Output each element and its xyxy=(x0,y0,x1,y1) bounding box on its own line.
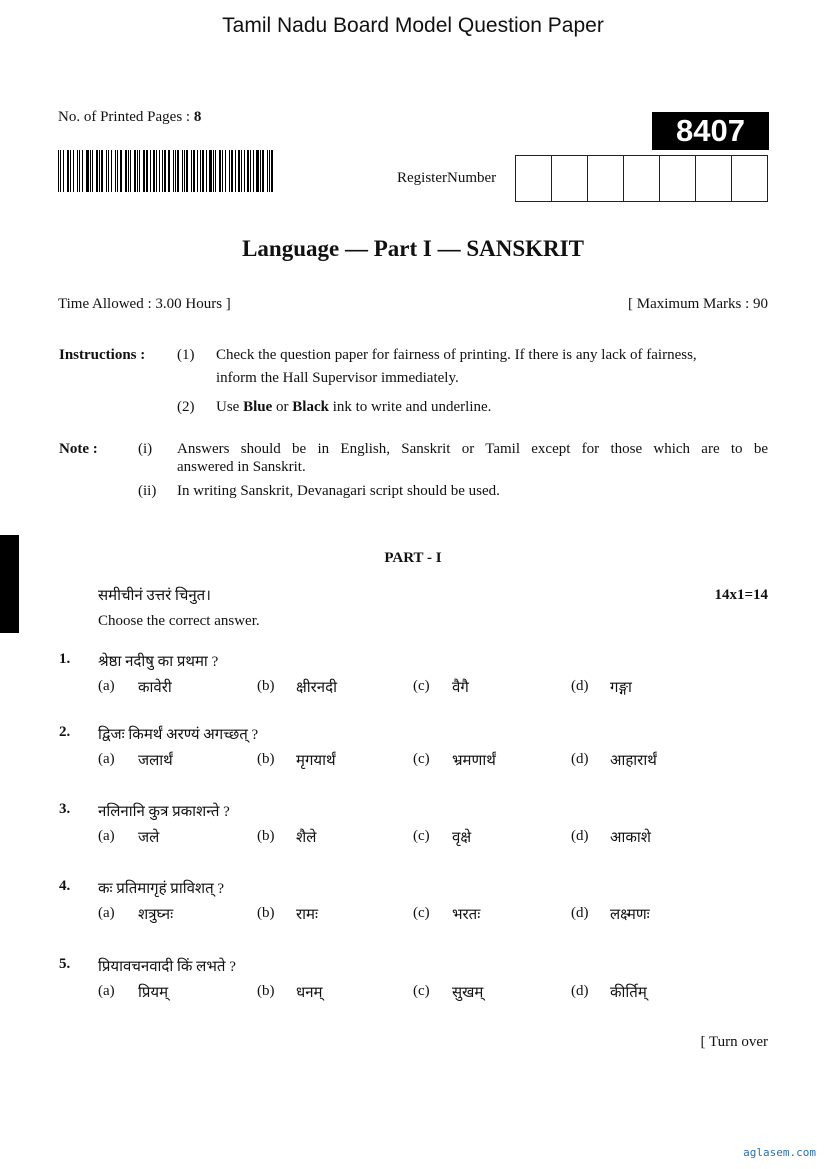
note-label: Note : xyxy=(59,441,98,457)
option-label: (a) xyxy=(98,678,115,694)
option-label: (c) xyxy=(413,678,430,694)
paper-code: 8407 xyxy=(652,112,769,150)
note-number: (i) xyxy=(138,441,153,457)
option-text: भरतः xyxy=(452,907,481,923)
time-allowed: Time Allowed : 3.00 Hours ] xyxy=(58,296,231,312)
barcode-bar xyxy=(137,150,138,192)
note-text: Answers should be in English, Sanskrit or Tamil except for those which are to be xyxy=(177,441,768,457)
barcode-bar xyxy=(70,150,71,192)
barcode-bar xyxy=(186,150,188,192)
question-text: नलिनानि कुत्र प्रकाशन्ते ? xyxy=(98,804,230,820)
option-text: रामः xyxy=(296,907,319,923)
question-text: द्विजः किमर्थं अरण्यं अगच्छत् ? xyxy=(98,727,259,743)
note-text: In writing Sanskrit, Devanagari script should be used. xyxy=(177,483,500,499)
note-text: answered in Sanskrit. xyxy=(177,459,306,475)
register-box[interactable] xyxy=(659,156,695,201)
option-label: (d) xyxy=(571,751,589,767)
barcode-bar xyxy=(82,150,83,192)
text: Use xyxy=(216,399,244,415)
question-text: कः प्रतिमागृहं प्राविशत् ? xyxy=(98,881,225,897)
option-text: कावेरी xyxy=(138,680,172,696)
barcode-bar xyxy=(96,150,97,192)
barcode-bar xyxy=(206,150,207,192)
option-label: (d) xyxy=(571,983,589,999)
barcode-bar xyxy=(86,150,88,192)
barcode-bar xyxy=(111,150,112,192)
barcode-bar xyxy=(153,150,154,192)
register-box[interactable] xyxy=(695,156,731,201)
printed-pages-value: 8 xyxy=(193,109,202,125)
barcode-bar xyxy=(241,150,242,192)
option-label: (a) xyxy=(98,983,115,999)
option-label: (c) xyxy=(413,905,430,921)
option-label: (a) xyxy=(98,751,115,767)
register-box[interactable] xyxy=(623,156,659,201)
barcode-bar xyxy=(162,150,163,192)
barcode-bar xyxy=(235,150,236,192)
question-number: 1. xyxy=(59,651,71,667)
option-label: (b) xyxy=(257,678,275,694)
barcode-bar xyxy=(213,150,214,192)
barcode-bar xyxy=(77,150,78,192)
barcode-bar xyxy=(106,150,107,192)
option-label: (b) xyxy=(257,751,275,767)
option-text: भ्रमणार्थं xyxy=(452,753,496,769)
barcode-bar xyxy=(143,150,144,192)
text: or xyxy=(272,399,293,415)
barcode-bar xyxy=(219,150,220,192)
barcode-bar xyxy=(67,150,69,192)
option-label: (a) xyxy=(98,905,115,921)
barcode-bar xyxy=(271,150,272,192)
section-instruction-sanskrit: समीचीनं उत्तरं चिनुत। xyxy=(98,588,211,604)
option-label: (b) xyxy=(257,983,275,999)
barcode-bar xyxy=(200,150,201,192)
question-text: प्रियावचनवादी किं लभते ? xyxy=(98,959,236,975)
printed-pages xyxy=(58,109,201,126)
barcode-bar xyxy=(146,150,148,192)
barcode-bar xyxy=(256,150,258,192)
register-box[interactable] xyxy=(551,156,587,201)
instruction-text: inform the Hall Supervisor immediately. xyxy=(216,370,459,386)
barcode-bar xyxy=(182,150,183,192)
barcode-bar xyxy=(215,150,216,192)
barcode-bar xyxy=(229,150,230,192)
barcode-bar xyxy=(184,150,185,192)
barcode-bar xyxy=(269,150,270,192)
header-title: Tamil Nadu Board Model Question Paper xyxy=(222,14,604,37)
barcode-bar xyxy=(73,150,74,192)
question-number: 3. xyxy=(59,801,71,817)
option-label: (c) xyxy=(413,983,430,999)
barcode-bar xyxy=(238,150,239,192)
option-text: वृक्षे xyxy=(452,830,472,846)
barcode-bar xyxy=(173,150,174,192)
option-label: (d) xyxy=(571,905,589,921)
barcode-bar xyxy=(90,150,91,192)
text: ink to write and underline. xyxy=(328,399,492,415)
option-text: शैले xyxy=(296,830,317,846)
option-text: गङ्गा xyxy=(610,680,632,696)
option-text: प्रियम् xyxy=(138,985,169,1001)
question-number: 5. xyxy=(59,956,71,972)
barcode-bar xyxy=(159,150,160,192)
barcode-bar xyxy=(115,150,116,192)
section-marks: 14x1=14 xyxy=(714,587,768,603)
barcode-bar xyxy=(128,150,129,192)
paper-heading: Language — Part I — SANSKRIT xyxy=(242,236,584,261)
barcode-bar xyxy=(125,150,126,192)
instruction-number: (1) xyxy=(177,347,195,363)
text-blue: Blue xyxy=(243,399,273,415)
barcode-bar xyxy=(130,150,131,192)
barcode-bar xyxy=(193,150,194,192)
question-number: 4. xyxy=(59,878,71,894)
question-text: श्रेष्ठा नदीषु का प्रथमा ? xyxy=(98,654,219,670)
barcode-bar xyxy=(117,150,118,192)
barcode-bar xyxy=(209,150,211,192)
barcode-bar xyxy=(108,150,109,192)
barcode-bar xyxy=(253,150,254,192)
instruction-text: Check the question paper for fairness of printing. If there is any lack of fairness, xyxy=(216,347,697,363)
option-text: धनम् xyxy=(296,985,323,1001)
barcode-bar xyxy=(260,150,261,192)
option-label: (b) xyxy=(257,828,275,844)
barcode-bar xyxy=(156,150,157,192)
option-text: लक्ष्मणः xyxy=(610,907,650,923)
question-number: 2. xyxy=(59,724,71,740)
instruction-number: (2) xyxy=(177,399,195,415)
barcode-bar xyxy=(175,150,176,192)
register-box[interactable] xyxy=(516,156,551,201)
option-label: (d) xyxy=(571,828,589,844)
option-label: (c) xyxy=(413,751,430,767)
barcode-bar xyxy=(99,150,100,192)
barcode-bar xyxy=(120,150,122,192)
barcode-bar xyxy=(244,150,245,192)
barcode-bar xyxy=(267,150,268,192)
note-number: (ii) xyxy=(138,483,157,499)
barcode-bar xyxy=(250,150,251,192)
printed-pages-label: No. of Printed Pages : xyxy=(58,109,191,125)
register-box[interactable] xyxy=(731,156,767,201)
barcode-bar xyxy=(225,150,226,192)
text-black: Black xyxy=(292,399,329,415)
barcode-bar xyxy=(247,150,248,192)
section-instruction-english: Choose the correct answer. xyxy=(98,613,260,629)
barcode xyxy=(58,150,276,192)
barcode-bar xyxy=(79,150,80,192)
barcode-bar xyxy=(92,150,93,192)
watermark: aglasem.com xyxy=(743,1146,816,1159)
turn-over: [ Turn over xyxy=(700,1034,768,1050)
instructions-label: Instructions : xyxy=(59,347,146,363)
barcode-bar xyxy=(58,150,59,192)
barcode-bar xyxy=(231,150,233,192)
barcode-bar xyxy=(101,150,103,192)
barcode-bar xyxy=(177,150,178,192)
option-text: जले xyxy=(138,830,160,846)
option-text: सुखम् xyxy=(452,985,484,1001)
option-label: (b) xyxy=(257,905,275,921)
option-label: (c) xyxy=(413,828,430,844)
option-text: जलार्थं xyxy=(138,753,173,769)
register-number-boxes xyxy=(515,155,768,202)
barcode-bar xyxy=(134,150,135,192)
barcode-bar xyxy=(60,150,61,192)
barcode-bar xyxy=(63,150,64,192)
option-text: क्षीरनदी xyxy=(296,680,337,696)
instruction-text xyxy=(216,399,491,416)
register-number-label: RegisterNumber xyxy=(397,170,497,186)
option-text: मृगयार्थं xyxy=(296,753,336,769)
option-label: (a) xyxy=(98,828,115,844)
barcode-bar xyxy=(150,150,151,192)
barcode-bar xyxy=(168,150,170,192)
barcode-bar xyxy=(164,150,165,192)
barcode-bar xyxy=(222,150,223,192)
option-text: वैगै xyxy=(452,680,469,696)
barcode-bar xyxy=(262,150,263,192)
maximum-marks: [ Maximum Marks : 90 xyxy=(628,296,768,312)
option-text: आकाशे xyxy=(610,830,651,846)
barcode-bar xyxy=(197,150,198,192)
option-text: आहारार्थं xyxy=(610,753,657,769)
option-text: शत्रुघ्नः xyxy=(138,907,174,923)
barcode-bar xyxy=(202,150,203,192)
part-title: PART - I xyxy=(384,550,442,566)
option-text: कीर्तिम् xyxy=(610,985,647,1001)
option-label: (d) xyxy=(571,678,589,694)
barcode-bar xyxy=(139,150,140,192)
barcode-bar xyxy=(191,150,192,192)
register-box[interactable] xyxy=(587,156,623,201)
